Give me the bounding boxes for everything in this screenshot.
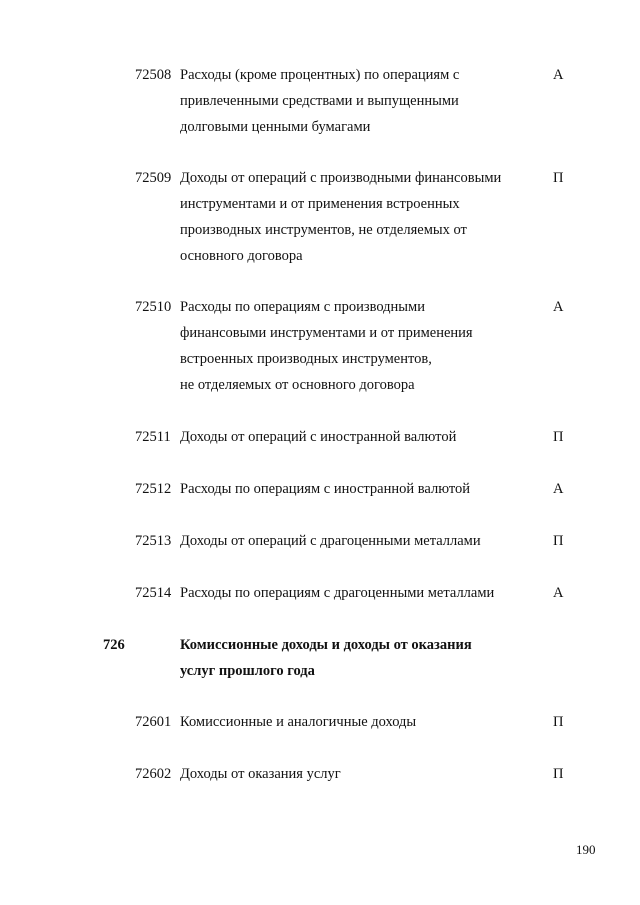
account-type-flag: А — [553, 67, 564, 83]
description-line: инструментами и от применения встроенных — [180, 196, 460, 212]
account-code: 72602 — [135, 766, 172, 782]
account-type-flag: П — [553, 533, 564, 549]
account-description — [180, 424, 525, 450]
description-line: встроенных производных инструментов, — [180, 351, 432, 367]
description-line: Расходы по операциям с драгоценными металлами — [180, 585, 495, 601]
description-line: Комиссионные и аналогичные доходы — [180, 714, 417, 730]
description-line: долговыми ценными бумагами — [180, 119, 371, 135]
account-type-flag: П — [553, 429, 564, 445]
section-title-line: Комиссионные доходы и доходы от оказания — [180, 637, 472, 653]
account-code: 72511 — [135, 429, 171, 445]
description-line: Доходы от операций с иностранной валютой — [180, 429, 457, 445]
description-line: Расходы по операциям с производными — [180, 299, 425, 315]
description-line: Доходы от оказания услуг — [180, 766, 341, 782]
account-code: 72601 — [135, 714, 172, 730]
description-line: финансовыми инструментами и от применения — [180, 325, 473, 341]
account-description — [180, 761, 525, 787]
account-description — [180, 709, 525, 735]
section-title — [180, 632, 525, 684]
account-description — [180, 165, 525, 269]
account-type-flag: А — [553, 481, 564, 497]
description-line: привлеченными средствами и выпущенными — [180, 93, 459, 109]
account-type-flag: А — [553, 585, 564, 601]
account-description — [180, 580, 525, 606]
description-line: не отделяемых от основного договора — [180, 377, 415, 393]
account-type-flag: П — [553, 714, 564, 730]
account-description — [180, 476, 525, 502]
account-code: 72508 — [135, 67, 172, 83]
account-type-flag: А — [553, 299, 564, 315]
account-description — [180, 294, 525, 398]
account-code: 72513 — [135, 533, 172, 549]
section-title-line: услуг прошлого года — [180, 663, 315, 679]
page-number: 190 — [576, 842, 596, 857]
description-line: основного договора — [180, 248, 303, 264]
account-type-flag: П — [553, 170, 564, 186]
account-type-flag: П — [553, 766, 564, 782]
account-code: 72509 — [135, 170, 172, 186]
account-code: 72512 — [135, 481, 172, 497]
description-line: Расходы по операциям с иностранной валютой — [180, 481, 471, 497]
account-description — [180, 62, 525, 140]
description-line: Расходы (кроме процентных) по операциям с — [180, 67, 460, 83]
account-code: 72510 — [135, 299, 172, 315]
description-line: Доходы от операций с производными финансовыми — [180, 170, 502, 186]
account-code: 72514 — [135, 585, 172, 601]
section-code: 726 — [103, 637, 125, 653]
description-line: Доходы от операций с драгоценными металлами — [180, 533, 481, 549]
description-line: производных инструментов, не отделяемых от — [180, 222, 467, 238]
account-description — [180, 528, 525, 554]
